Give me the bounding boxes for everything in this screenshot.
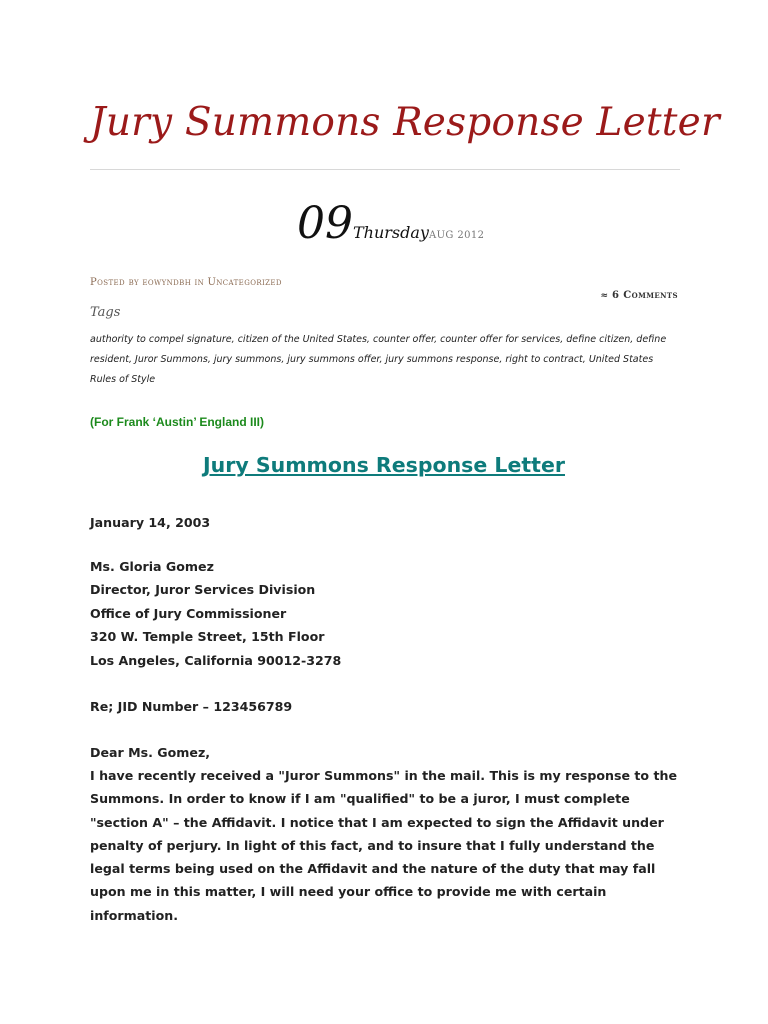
letter-paragraph (90, 764, 680, 927)
tag-link[interactable]: counter offer for services (440, 334, 561, 345)
paragraph-line: information. (90, 907, 178, 923)
paragraph-line: legal terms being used on the Affidavit and the nature of the duty that may fall (90, 861, 656, 877)
tag-list: authority to compel signature, citizen of the United States, counter offer, counter offer for services, define citizen, define resident, Juror Summons, jury summons, jury summons offer, jury summons response, right to contract, United States Rules of Style (90, 334, 667, 385)
post-date-month: AUG 2012 (428, 230, 485, 241)
tags-heading: Tags (90, 305, 121, 320)
posted-by-label: Posted by (90, 277, 140, 288)
paragraph-line: Summons. In order to know if I am "qualified" to be a juror, I must complete (90, 791, 630, 807)
salutation: Dear Ms. Gomez, (90, 745, 211, 760)
comments-count: 6 Comments (612, 290, 678, 301)
post-date-day: 09 (297, 198, 353, 249)
tag-link[interactable]: jury summons offer (287, 354, 380, 365)
post-author-link[interactable]: eowyndbh (142, 277, 192, 288)
paragraph-line: I have recently received a "Juror Summons" in the mail. This is my response to the (90, 768, 677, 783)
tag-link[interactable]: Juror Summons (135, 354, 208, 365)
for-line: (For Frank ‘Austin’ England III) (90, 415, 265, 429)
tag-link[interactable]: counter offer (372, 334, 435, 345)
title-divider (90, 169, 680, 170)
post-title: Jury Summons Response Letter (90, 100, 720, 145)
address-line: Los Angeles, California 90012-3278 (90, 652, 342, 668)
tag-link[interactable]: jury summons response (385, 354, 500, 365)
reference-line: Re; JID Number – 123456789 (90, 699, 293, 714)
tag-link[interactable]: define resident (90, 334, 667, 365)
paragraph-line: upon me in this matter, I will need your office to provide me with certain (90, 884, 607, 900)
address-line: Office of Jury Commissioner (90, 605, 287, 621)
letter-date: January 14, 2003 (90, 515, 211, 530)
comments-link[interactable] (601, 290, 679, 301)
paragraph-line: "section A" – the Affidavit. I notice that I am expected to sign the Affidavit under (90, 814, 664, 830)
post-meta (90, 277, 282, 288)
tag-link[interactable]: United States Rules of Style (90, 354, 654, 385)
posted-in-label: in (194, 277, 205, 288)
tag-link[interactable]: define citizen (566, 334, 631, 345)
tag-link[interactable]: citizen of the United States (237, 334, 367, 345)
address-line: 320 W. Temple Street, 15th Floor (90, 629, 325, 645)
comment-icon: ≈ (600, 291, 609, 301)
address-line: Director, Juror Services Division (90, 582, 316, 598)
paragraph-line: penalty of perjury. In light of this fact, and to insure that I fully understand the (90, 837, 655, 853)
tag-link[interactable]: authority to compel signature (90, 334, 232, 345)
tag-link[interactable]: right to contract (505, 354, 583, 365)
post-date-weekday: Thursday (353, 223, 429, 242)
recipient-address (90, 555, 690, 672)
tag-link[interactable]: jury summons (213, 354, 282, 365)
post-date (297, 198, 484, 249)
address-line: Ms. Gloria Gomez (90, 559, 214, 574)
letter-heading[interactable]: Jury Summons Response Letter (203, 453, 565, 477)
post-category-link[interactable]: Uncategorized (207, 277, 282, 288)
